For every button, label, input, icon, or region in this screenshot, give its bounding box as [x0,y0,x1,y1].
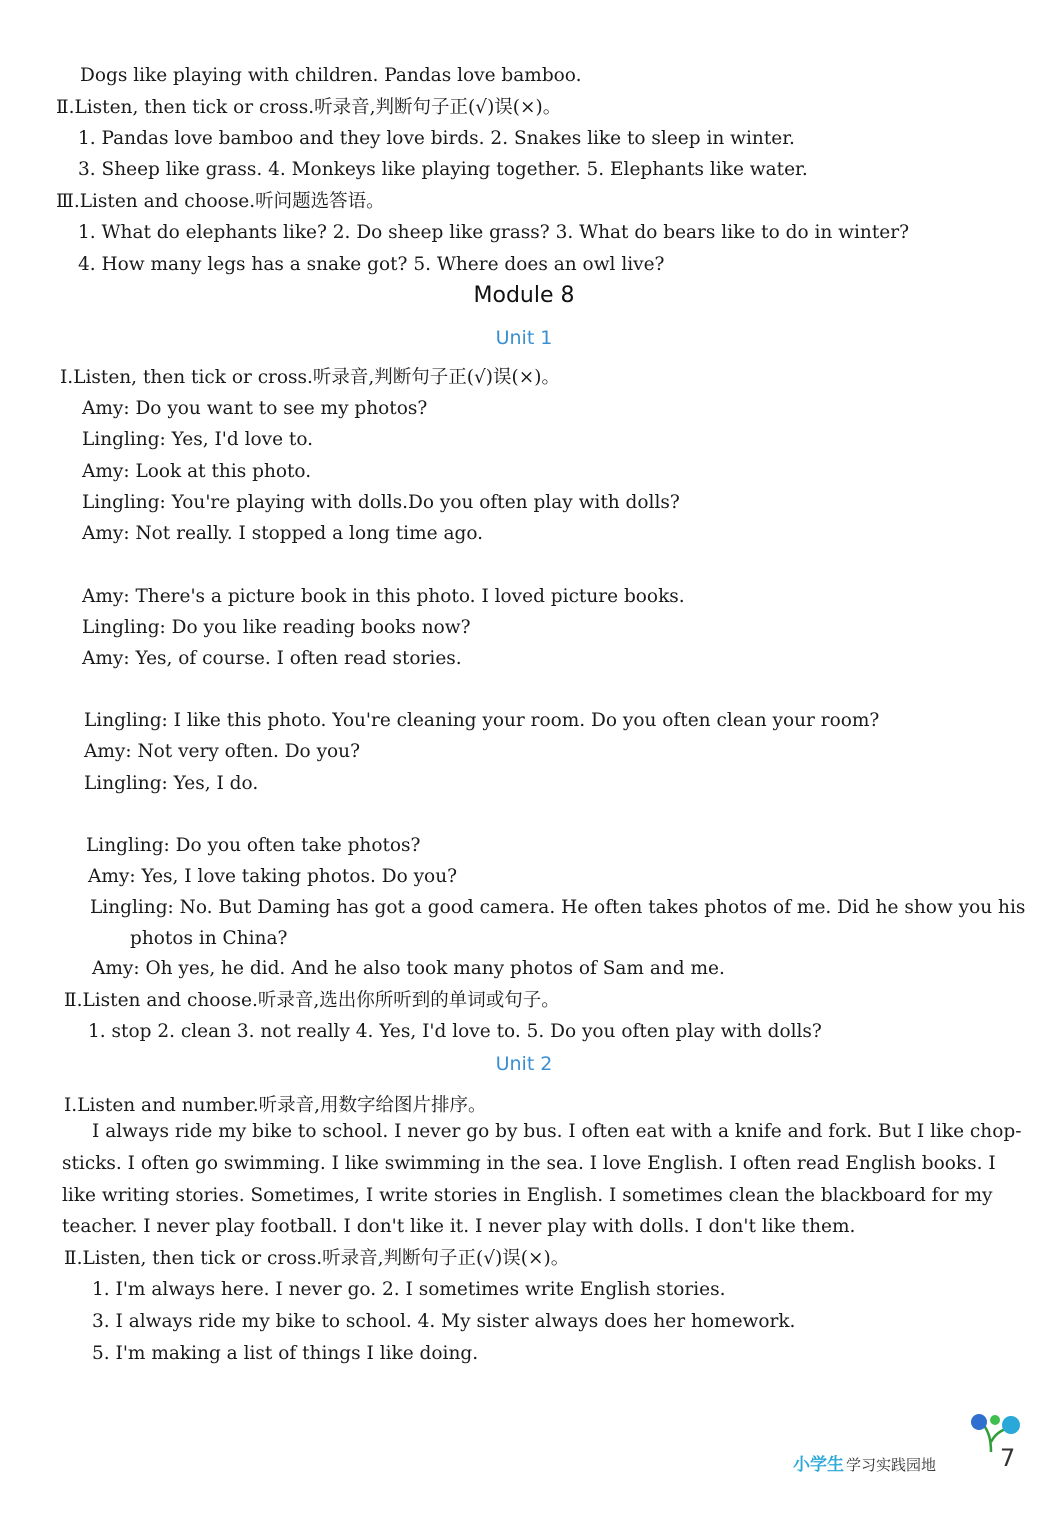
text-line: Amy: Yes, I love taking photos. Do you? [88,866,458,887]
text-line: sticks. I often go swimming. I like swimming in the sea. I love English. I often read English books. I [62,1153,996,1174]
text-line: Ⅰ.Listen, then tick or cross.听录音,判断句子正(√)误(×)。 [60,367,560,388]
text-line: Amy: Yes, of course. I often read stories. [82,648,462,669]
text-line: like writing stories. Sometimes, I write stories in English. I sometimes clean the blackboard for my [62,1185,993,1206]
text-line: Amy: There's a picture book in this photo. I loved picture books. [82,586,685,607]
text-line: Lingling: Yes, I do. [84,773,259,794]
text-line: 1. stop 2. clean 3. not really 4. Yes, I'd love to. 5. Do you often play with dolls? [88,1021,822,1042]
page-number: 7 [1000,1444,1016,1472]
text-line: 1. What do elephants like? 2. Do sheep like grass? 3. What do bears like to do in winter? [78,222,909,243]
text-line: Lingling: Do you like reading books now? [82,617,471,638]
text-line: teacher. I never play football. I don't like it. I never play with dolls. I don't like them. [62,1216,856,1237]
text-line: Dogs like playing with children. Pandas love bamboo. [80,65,582,86]
text-line: Amy: Do you want to see my photos? [82,398,428,419]
text-line: 1. I'm always here. I never go. 2. I sometimes write English stories. [92,1279,726,1300]
brand-sub: 学习实践园地 [846,1456,937,1474]
text-line: Amy: Look at this photo. [82,461,312,482]
text-line: 3. I always ride my bike to school. 4. My sister always does her homework. [92,1311,796,1332]
text-line: photos in China? [130,928,288,949]
text-line: Amy: Not very often. Do you? [84,741,361,762]
text-line: Ⅱ.Listen and choose.听录音,选出你所听到的单词或句子。 [64,990,560,1011]
text-line: 4. How many legs has a snake got? 5. Where does an owl live? [78,254,665,275]
unit1-title: Unit 1 [495,327,553,349]
text-line: Ⅱ.Listen, then tick or cross.听录音,判断句子正(√)误(×)。 [64,1248,570,1269]
text-line: I always ride my bike to school. I never go by bus. I often eat with a knife and fork. But I like chop- [92,1121,1022,1142]
text-line: Ⅰ.Listen and number.听录音,用数字给图片排序。 [64,1095,487,1116]
text-line: Lingling: Do you often take photos? [86,835,421,856]
text-line: Amy: Oh yes, he did. And he also took many photos of Sam and me. [92,958,725,979]
page-footer [760,1412,1030,1482]
text-line: 3. Sheep like grass. 4. Monkeys like playing together. 5. Elephants like water. [78,159,808,180]
text-line: 5. I'm making a list of things I like doing. [92,1343,479,1364]
text-line: Ⅱ.Listen, then tick or cross.听录音,判断句子正(√)误(×)。 [56,97,562,118]
text-line: Lingling: Yes, I'd love to. [82,429,314,450]
brand-name [793,1450,936,1475]
text-line: 1. Pandas love bamboo and they love birds. 2. Snakes like to sleep in winter. [78,128,795,149]
unit2-title: Unit 2 [495,1053,553,1075]
text-line: Lingling: I like this photo. You're cleaning your room. Do you often clean your room? [84,710,880,731]
text-line: Amy: Not really. I stopped a long time ago. [82,523,484,544]
brand-main: 小学生 [793,1455,844,1475]
text-line: Ⅲ.Listen and choose.听问题选答语。 [56,191,385,212]
module-title: Module 8 [473,283,575,308]
text-line: Lingling: No. But Daming has got a good camera. He often takes photos of me. Did he show you his [90,897,1026,918]
text-line: Lingling: You're playing with dolls.Do you often play with dolls? [82,492,680,513]
